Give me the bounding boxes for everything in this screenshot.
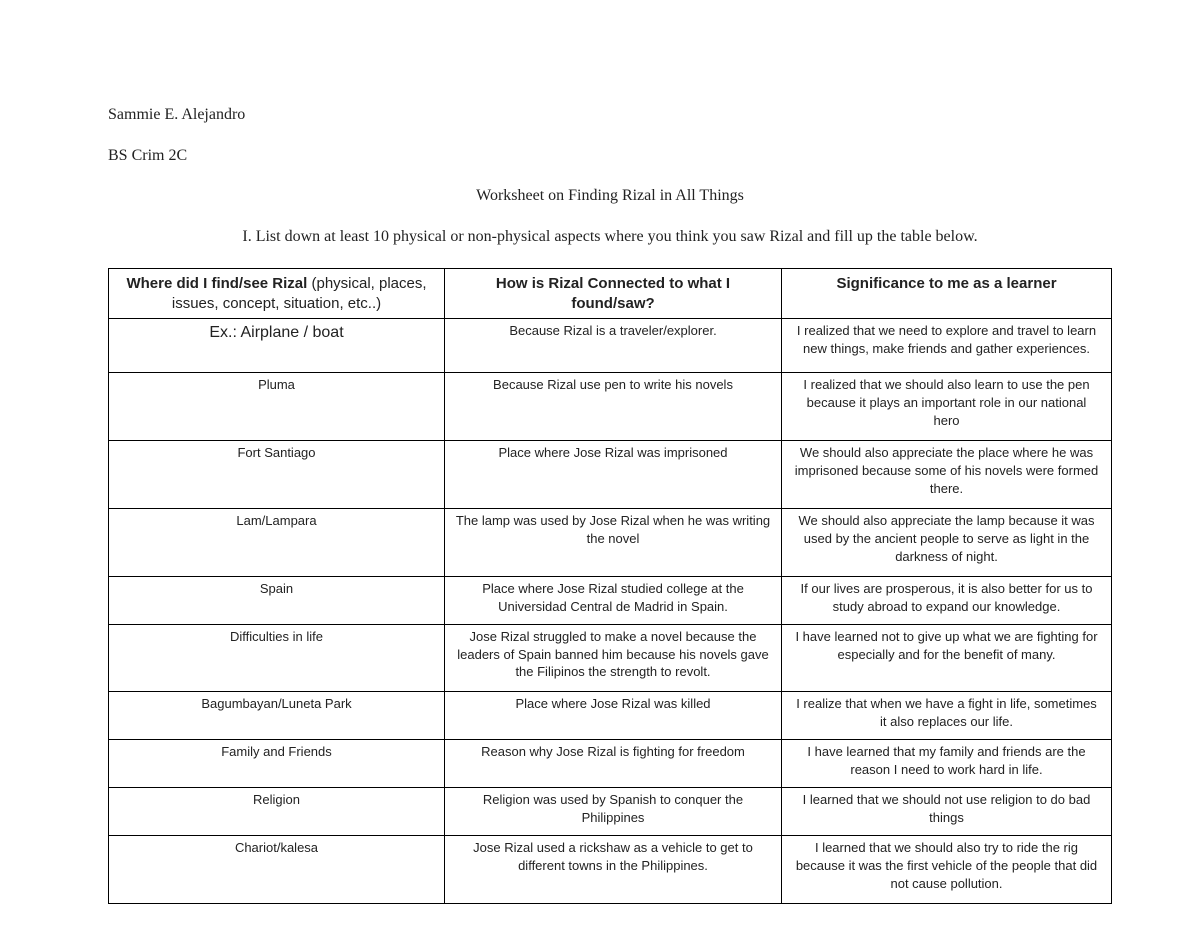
header-where-bold-text: Where did I find/see Rizal: [126, 275, 312, 293]
cell-significance: We should also appreciate the lamp because it was used by the ancient people to serve as light in the darkness of night.: [782, 508, 1112, 576]
table-row: [109, 508, 1112, 576]
page-title: Worksheet on Finding Rizal in All Things: [476, 187, 744, 205]
worksheet-table: [108, 268, 1112, 903]
cell-how-connected: Because Rizal is a traveler/explorer.: [445, 319, 782, 373]
cell-where-found: Bagumbayan/Luneta Park: [109, 692, 445, 740]
cell-how-connected: Because Rizal use pen to write his novels: [445, 373, 782, 441]
header-where-normal-text: (physical, places, issues, concept, situation, etc..): [171, 275, 427, 312]
cell-significance: If our lives are prosperous, it is also better for us to study abroad to expand our knowledge.: [782, 576, 1112, 624]
cell-how-connected: Jose Rizal used a rickshaw as a vehicle to get to different towns in the Philippines.: [445, 836, 782, 904]
cell-how-connected: Jose Rizal struggled to make a novel because the leaders of Spain banned him because his novels gave the Filipinos the strength to revolt.: [445, 624, 782, 692]
table-row: [109, 836, 1112, 904]
cell-significance: I realize that when we have a fight in life, sometimes it also replaces our life.: [782, 692, 1112, 740]
cell-how-connected: Place where Jose Rizal was imprisoned: [445, 441, 782, 509]
cell-where-found: Ex.: Airplane / boat: [109, 319, 445, 373]
cell-how-connected: Place where Jose Rizal was killed: [445, 692, 782, 740]
cell-how-connected: The lamp was used by Jose Rizal when he was writing the novel: [445, 508, 782, 576]
cell-where-found: Chariot/kalesa: [109, 836, 445, 904]
cell-how-connected: Religion was used by Spanish to conquer the Philippines: [445, 788, 782, 836]
table-header-row: [109, 269, 1112, 319]
cell-how-connected: Reason why Jose Rizal is fighting for freedom: [445, 740, 782, 788]
table-row: [109, 576, 1112, 624]
table-body: [109, 319, 1112, 903]
cell-significance: I have learned not to give up what we are fighting for especially and for the benefit of many.: [782, 624, 1112, 692]
header-how-is-rizal-connected: How is Rizal Connected to what I found/saw?: [445, 269, 782, 319]
cell-significance: I learned that we should also try to ride the rig because it was the first vehicle of the people that did not cause pollution.: [782, 836, 1112, 904]
cell-significance: We should also appreciate the place where he was imprisoned because some of his novels were formed there.: [782, 441, 1112, 509]
table-row: [109, 441, 1112, 509]
table-row: [109, 373, 1112, 441]
cell-where-found: Pluma: [109, 373, 445, 441]
instruction-text: I. List down at least 10 physical or non-physical aspects where you think you saw Rizal and fill up the table below.: [242, 227, 978, 245]
header-significance-to-learner: Significance to me as a learner: [782, 269, 1112, 319]
cell-where-found: Fort Santiago: [109, 441, 445, 509]
table-row: [109, 740, 1112, 788]
cell-significance: I have learned that my family and friends are the reason I need to work hard in life.: [782, 740, 1112, 788]
table-row: [109, 319, 1112, 373]
cell-significance: I realized that we should also learn to use the pen because it plays an important role in our national hero: [782, 373, 1112, 441]
table-row: [109, 624, 1112, 692]
cell-significance: I realized that we need to explore and travel to learn new things, make friends and gather experiences.: [782, 319, 1112, 373]
cell-where-found: Family and Friends: [109, 740, 445, 788]
cell-where-found: Lam/Lampara: [109, 508, 445, 576]
header-where-did-i-find-rizal: [109, 269, 445, 319]
table-row: [109, 692, 1112, 740]
cell-how-connected: Place where Jose Rizal studied college at the Universidad Central de Madrid in Spain.: [445, 576, 782, 624]
cell-where-found: Spain: [109, 576, 445, 624]
class-line: BS Crim 2C: [108, 146, 188, 164]
student-name: Sammie E. Alejandro: [108, 106, 246, 123]
cell-where-found: Difficulties in life: [109, 624, 445, 692]
table-row: [109, 788, 1112, 836]
cell-where-found: Religion: [109, 788, 445, 836]
cell-significance: I learned that we should not use religion to do bad things: [782, 788, 1112, 836]
